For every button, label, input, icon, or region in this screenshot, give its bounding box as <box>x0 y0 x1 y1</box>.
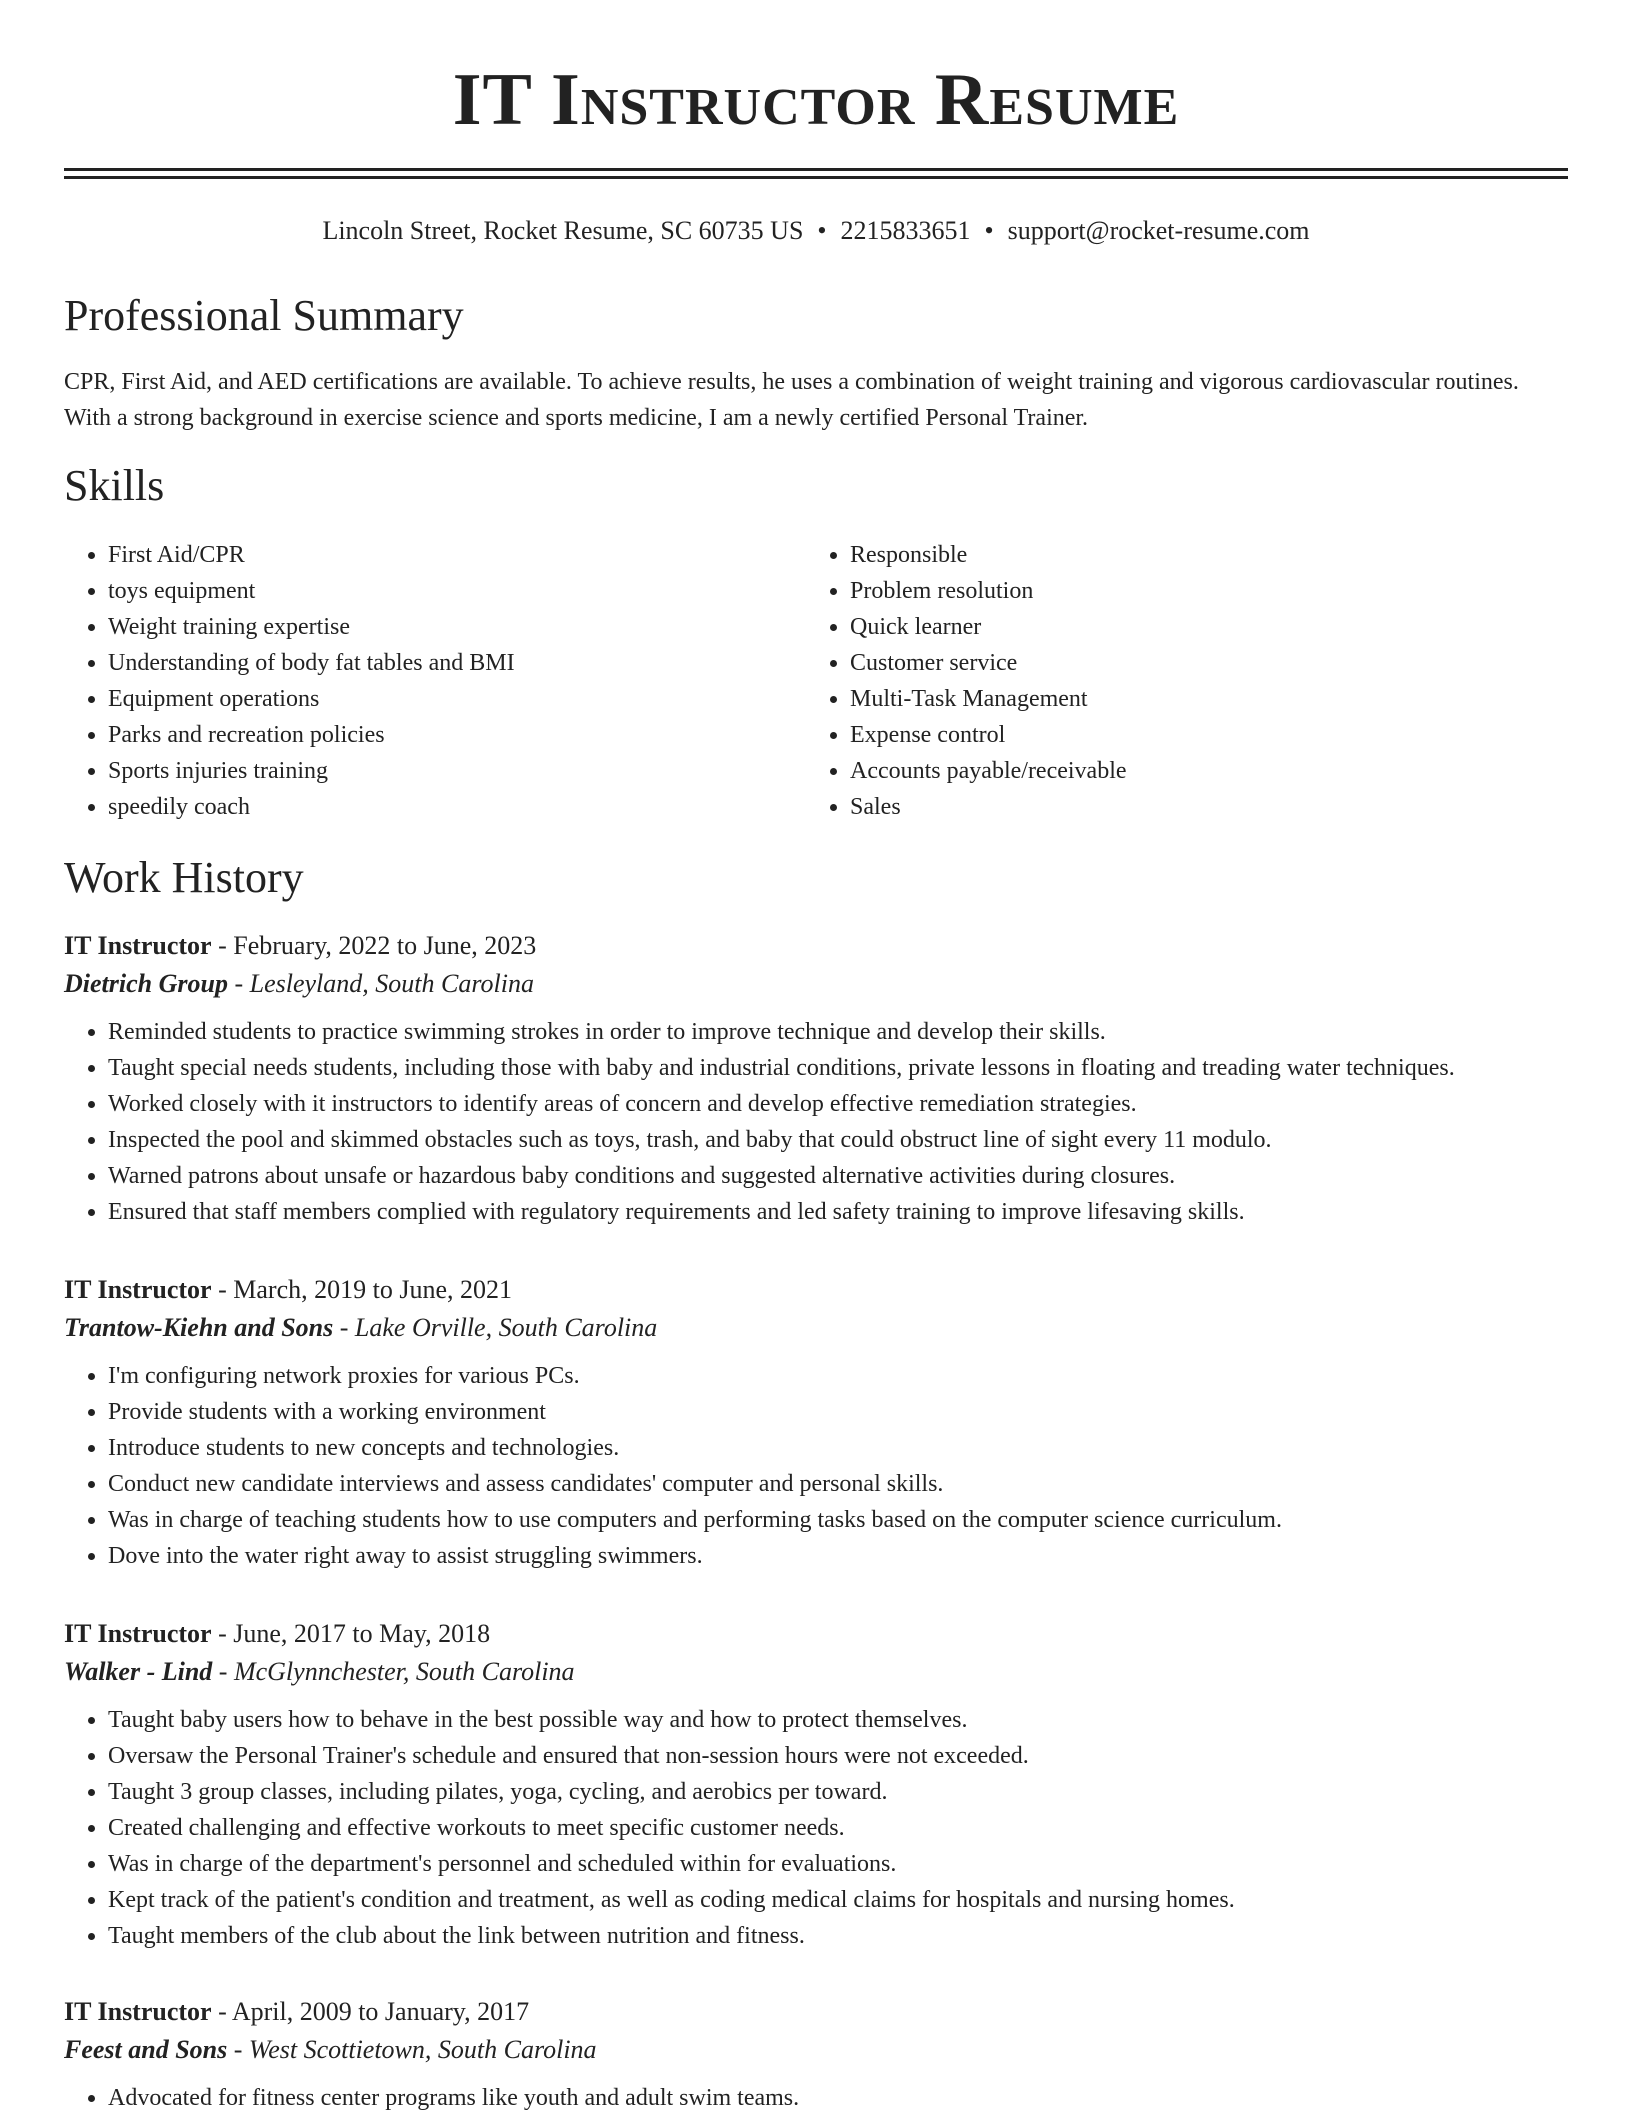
summary-heading: Professional Summary <box>64 291 464 340</box>
job-company-line <box>64 964 1568 1004</box>
skills-column-left <box>64 537 764 825</box>
job-company: Walker - Lind <box>64 1657 213 1686</box>
job-duty: • Provide students with a working environment <box>108 1394 1568 1430</box>
job-duty: • Introduce students to new concepts and technologies. <box>108 1430 1568 1466</box>
job-duty: • Ensured that staff members complied with regulatory requirements and led safety training to improve lifesaving skills. <box>108 1194 1568 1230</box>
job-location: - West Scottietown, South Carolina <box>227 2035 597 2064</box>
job-entry <box>64 1994 1568 2116</box>
job-duty: • Worked closely with it instructors to identify areas of concern and develop effective remediation strategies. <box>108 1086 1568 1122</box>
job-title-line <box>64 928 1568 964</box>
skill-item: • Accounts payable/receivable <box>850 753 1506 789</box>
job-duty: • Dove into the water right away to assist struggling swimmers. <box>108 1538 1568 1574</box>
work-history-heading: Work History <box>64 853 304 902</box>
job-duty: • Taught 3 group classes, including pilates, yoga, cycling, and aerobics per toward. <box>108 1774 1568 1810</box>
skill-item: • toys equipment <box>108 573 764 609</box>
title-divider-top <box>64 168 1568 171</box>
skill-item: • Equipment operations <box>108 681 764 717</box>
job-duties <box>64 1702 1568 1954</box>
resume-page <box>64 0 1568 2111</box>
job-duty: • Oversaw the Personal Trainer's schedule and ensured that non-session hours were not exceeded. <box>108 1738 1568 1774</box>
job-duties <box>64 1358 1568 1574</box>
skill-item: • Responsible <box>850 537 1506 573</box>
title-divider-bottom <box>64 176 1568 179</box>
job-duty: • I'm configuring network proxies for various PCs. <box>108 1358 1568 1394</box>
skill-item: • Quick learner <box>850 609 1506 645</box>
job-company-line <box>64 1652 1568 1692</box>
skill-item: • Sports injuries training <box>108 753 764 789</box>
job-role: IT Instructor <box>64 1275 212 1304</box>
job-duty: • Taught special needs students, including those with baby and industrial conditions, private lessons in floating and treading water techniques. <box>108 1050 1568 1086</box>
skill-item: • speedily coach <box>108 789 764 825</box>
job-duty: • Was in charge of teaching students how to use computers and performing tasks based on the computer science curriculum. <box>108 1502 1568 1538</box>
job-dates: - April, 2009 to January, 2017 <box>211 1997 530 2026</box>
job-duty: • Taught members of the club about the link between nutrition and fitness. <box>108 1918 1568 1954</box>
job-title-line <box>64 1272 1568 1308</box>
skill-item: • Parks and recreation policies <box>108 717 764 753</box>
contact-address: Lincoln Street, Rocket Resume, SC 60735 US <box>322 216 804 245</box>
job-duty: • Inspected the pool and skimmed obstacles such as toys, trash, and baby that could obstruct line of sight every 11 modulo. <box>108 1122 1568 1158</box>
job-company: Trantow-Kiehn and Sons <box>64 1313 334 1342</box>
skills-column-right <box>806 537 1506 825</box>
job-company-line <box>64 1308 1568 1348</box>
job-duty: • Warned patrons about unsafe or hazardous baby conditions and suggested alternative activities during closures. <box>108 1158 1568 1194</box>
contact-line <box>64 214 1568 248</box>
contact-separator: • <box>817 216 827 245</box>
skill-item: • Multi-Task Management <box>850 681 1506 717</box>
job-location: - Lesleyland, South Carolina <box>227 969 534 998</box>
contact-email: support@rocket-resume.com <box>1007 216 1310 245</box>
job-role: IT Instructor <box>64 1619 212 1648</box>
skill-item: • Customer service <box>850 645 1506 681</box>
job-duty: • Was in charge of the department's personnel and scheduled within for evaluations. <box>108 1846 1568 1882</box>
job-duty: • Created challenging and effective workouts to meet specific customer needs. <box>108 1810 1568 1846</box>
resume-title: IT Instructor Resume <box>452 59 1180 141</box>
skill-item: • First Aid/CPR <box>108 537 764 573</box>
skills-heading: Skills <box>64 461 165 510</box>
skill-item: • Sales <box>850 789 1506 825</box>
job-dates: - June, 2017 to May, 2018 <box>211 1619 491 1648</box>
job-company: Dietrich Group <box>64 969 228 998</box>
job-title-line <box>64 1994 1568 2030</box>
job-entry <box>64 928 1568 1230</box>
job-company-line <box>64 2030 1568 2070</box>
job-duty: • Advocated for fitness center programs like youth and adult swim teams. <box>108 2080 1568 2116</box>
skill-item: • Understanding of body fat tables and BMI <box>108 645 764 681</box>
job-role: IT Instructor <box>64 1997 212 2026</box>
job-location: - Lake Orville, South Carolina <box>333 1313 658 1342</box>
skill-item: • Expense control <box>850 717 1506 753</box>
job-dates: - March, 2019 to June, 2021 <box>211 1275 512 1304</box>
job-location: - McGlynnchester, South Carolina <box>212 1657 575 1686</box>
job-duties <box>64 2080 1568 2116</box>
job-duty: • Reminded students to practice swimming strokes in order to improve technique and develop their skills. <box>108 1014 1568 1050</box>
job-entry <box>64 1616 1568 1954</box>
job-duty: • Taught baby users how to behave in the best possible way and how to protect themselves. <box>108 1702 1568 1738</box>
skill-item: • Problem resolution <box>850 573 1506 609</box>
job-dates: - February, 2022 to June, 2023 <box>211 931 537 960</box>
job-duties <box>64 1014 1568 1230</box>
job-duty: • Kept track of the patient's condition and treatment, as well as coding medical claims for hospitals and nursing homes. <box>108 1882 1568 1918</box>
contact-phone: 2215833651 <box>840 216 971 245</box>
job-duty: • Conduct new candidate interviews and assess candidates' computer and personal skills. <box>108 1466 1568 1502</box>
skill-item: • Weight training expertise <box>108 609 764 645</box>
job-company: Feest and Sons <box>64 2035 228 2064</box>
job-entry <box>64 1272 1568 1574</box>
summary-text: CPR, First Aid, and AED certifications are available. To achieve results, he uses a combination of weight training and vigorous cardiovascular routines. With a strong background in exercise science and sports medicine, I am a newly certified Personal Trainer. <box>64 369 1519 431</box>
contact-separator: • <box>984 216 994 245</box>
job-title-line <box>64 1616 1568 1652</box>
job-role: IT Instructor <box>64 931 212 960</box>
